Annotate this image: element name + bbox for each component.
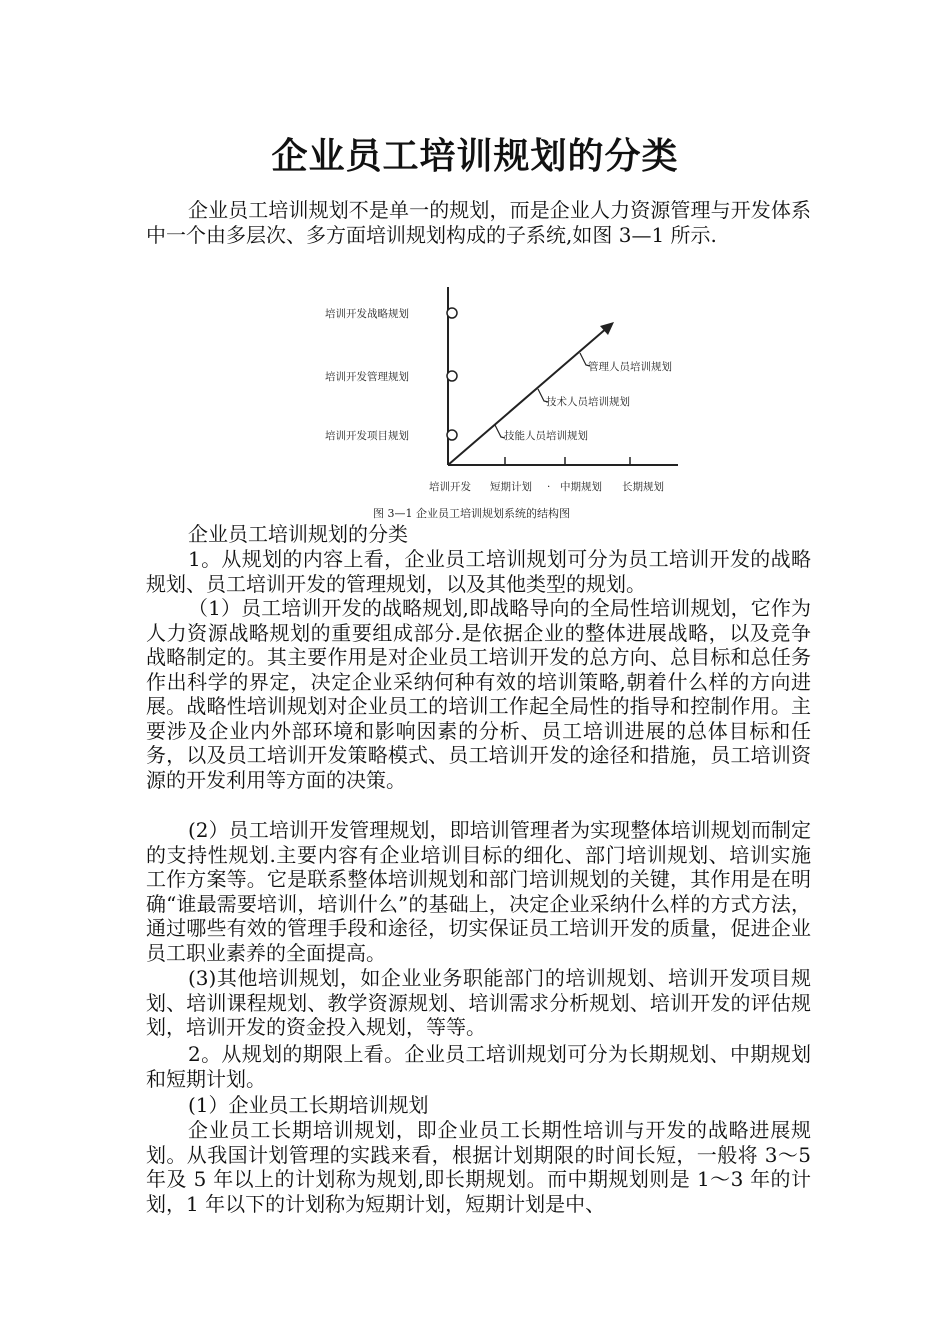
page-title: 企业员工培训规划的分类 <box>271 135 679 177</box>
x-label: · <box>547 481 551 493</box>
level-marker <box>447 371 457 381</box>
x-label: 短期计划 <box>490 481 532 493</box>
intro-paragraph: 企业员工培训规划不是单一的规划，而是企业人力资源管理与开发体系中一个由多层次、多方面培训规划构成的子系统,如图 3—1 所示. <box>146 198 811 247</box>
level-marker <box>447 430 457 440</box>
body-paragraph: 2。从规划的期限上看。企业员工培训规划可分为长期规划、中期规划和短期计划。 <box>146 1042 811 1091</box>
body-paragraph: (2）员工培训开发管理规划，即培训管理者为实现整体培训规划而制定的支持性规划.主要内容有企业培训目标的细化、部门培训规划、培训实施工作方案等。它是联系整体培训规划和部门培训规划的关键，其作用是在明确“谁最需要培训，培训什么”的基础上，决定企业采纳什么样的方式方法，通过哪些有效的管理手段和途径，切实保证员工培训开发的质量，促进企业员工职业素养的全面提高。 <box>146 818 811 965</box>
y-label: 培训开发战略规划 <box>325 308 409 320</box>
figure-caption: 图 3—1 企业员工培训规划系统的结构图 <box>373 507 570 520</box>
body-paragraph: (3)其他培训规划，如企业业务职能部门的培训规划、培训开发项目规划、培训课程规划、教学资源规划、培训需求分析规划、培训开发的评估规划，培训开发的资金投入规划，等等。 <box>146 966 811 1039</box>
x-label: 培训开发 <box>429 481 471 493</box>
y-label: 培训开发项目规划 <box>325 430 409 442</box>
subheading: (1）企业员工长期培训规划 <box>188 1093 429 1117</box>
level-marker <box>447 308 457 318</box>
section-heading: 企业员工培训规划的分类 <box>188 522 408 546</box>
line-label: 技术人员培训规划 <box>546 396 630 408</box>
body-paragraph: 企业员工长期培训规划，即企业员工长期性培训与开发的战略进展规划。从我国计划管理的实践来看，根据计划期限的时间长短，一般将 3～5 年及 5 年以上的计划称为规划,即长期规划。而中期规划则是 1～3 年的计 划，1 年以下的计划称为短期计划，短期计划是中、 <box>146 1118 811 1216</box>
body-paragraph: （1）员工培训开发的战略规划,即战略导向的全局性培训规划，它作为人力资源战略规划的重要组成部分.是依据企业的整体进展战略，以及竞争战略制定的。其主要作用是对企业员工培训开发的总方向、总目标和总任务作出科学的界定，决定企业采纳何种有效的培训策略,朝着什么样的方向进展。战略性培训规划对企业员工的培训工作起全局性的指导和控制作用。主要涉及企业内外部环境和影响因素的分析、员工培训进展的总体目标和任务，以及员工培训开发策略模式、员工培训开发的途径和措施，员工培训资源的开发利用等方面的决策。 <box>146 596 811 792</box>
x-label: 中期规划 <box>560 481 602 493</box>
body-paragraph: 1。从规划的内容上看，企业员工培训规划可分为员工培训开发的战略规划、员工培训开发的管理规划，以及其他类型的规划。 <box>146 547 811 596</box>
y-label: 培训开发管理规划 <box>325 371 409 383</box>
diagram-svg <box>290 265 700 525</box>
x-label: 长期规划 <box>622 481 664 493</box>
line-label: 技能人员培训规划 <box>504 430 588 442</box>
structure-diagram <box>290 265 700 525</box>
line-label: 管理人员培训规划 <box>588 361 672 373</box>
